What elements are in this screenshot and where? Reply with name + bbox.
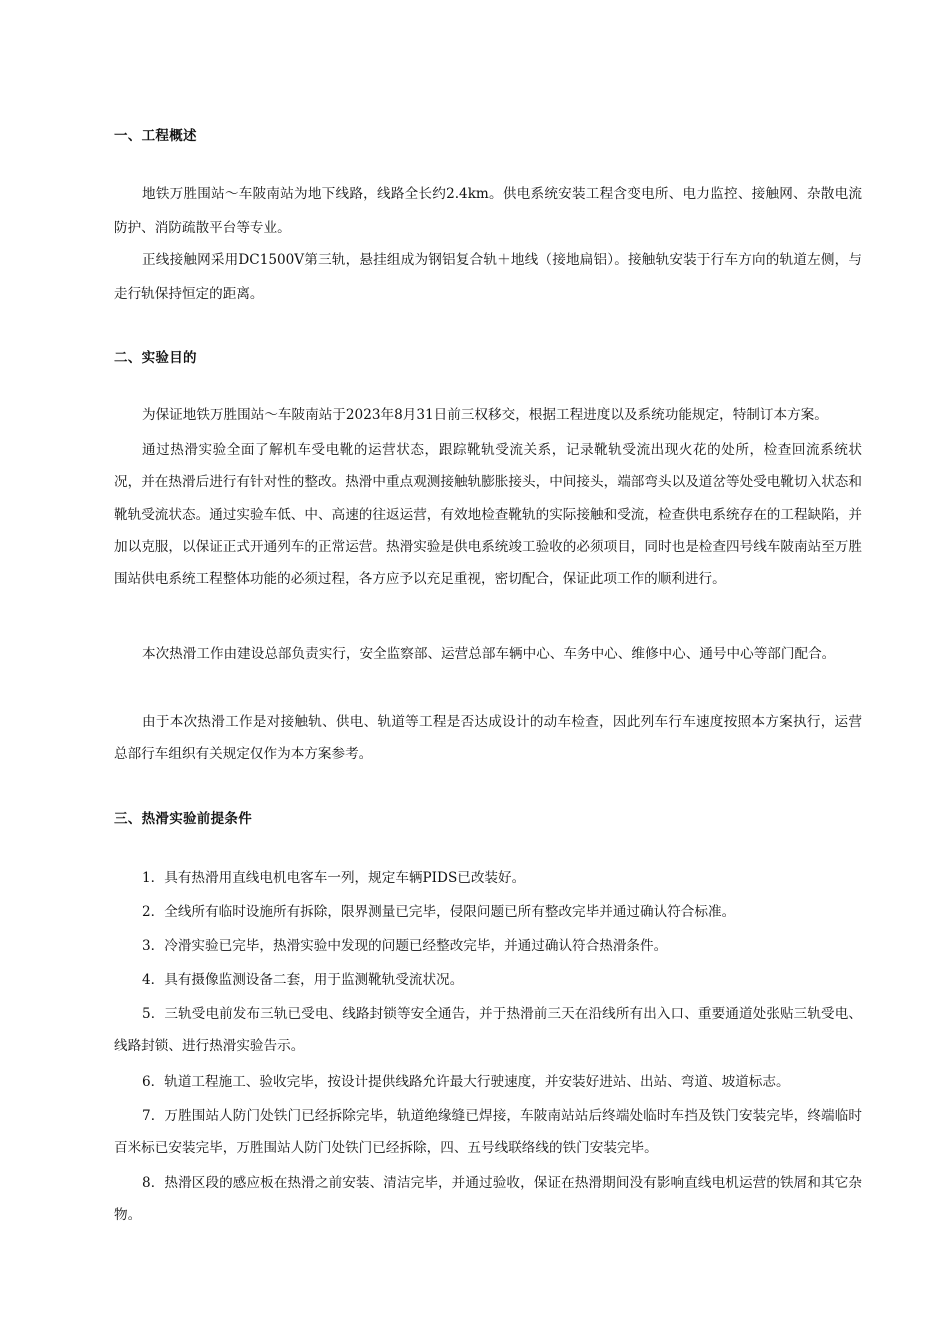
paragraph: 通过热滑实验全面了解机车受电靴的运营状态，跟踪靴轨受流关系，记录靴轨受流出现火花的处所，检查回流系统状况，并在热滑后进行有针对性的整改。热滑中重点观测接触轨膨胀接头，中间接头，端部弯头以及道岔等处受电靴切入状态和靴轨受流状态。通过实验车低、中、高速的往返运营，有效地检查靴轨的实际接触和受流，检查供电系统存在的工程缺陷，并加以克服，以保证正式开通列车的正常运营。热滑实验是供电系统竣工验收的必须项目，同时也是检查四号线车陂南站至万胜围站供电系统工程整体功能的必须过程，各方应予以充足重视，密切配合，保证此项工作的顺利进行。 [114, 442, 862, 588]
section-heading-overview: 一、工程概述 [114, 128, 197, 144]
list-item: 6．轨道工程施工、验收完毕，按设计提供线路允许最大行驶速度，并安装好进站、出站、弯道、坡道标志。 [142, 1074, 790, 1090]
paragraph: 本次热滑工作由建设总部负责实行，安全监察部、运营总部车辆中心、车务中心、维修中心、通号中心等部门配合。 [142, 646, 836, 662]
list-item: 3．冷滑实验已完毕，热滑实验中发现的问题已经整改完毕，并通过确认符合热滑条件。 [142, 938, 668, 954]
list-item: 7．万胜围站人防门处铁门已经拆除完毕，轨道绝缘缝已焊接，车陂南站站后终端处临时车挡及铁门安装完毕，终端临时百米标已安装完毕，万胜围站人防门处铁门已经拆除，四、五号线联络线的铁门安装完毕。 [114, 1108, 862, 1157]
list-item: 8．热滑区段的感应板在热滑之前安装、清洁完毕，并通过验收，保证在热滑期间没有影响直线电机运营的铁屑和其它杂物。 [114, 1175, 862, 1224]
section-heading-preconditions: 三、热滑实验前提条件 [114, 811, 252, 827]
paragraph: 由于本次热滑工作是对接触轨、供电、轨道等工程是否达成设计的动车检查，因此列车行车速度按照本方案执行，运营总部行车组织有关规定仅作为本方案参考。 [114, 714, 862, 763]
list-item: 5．三轨受电前发布三轨已受电、线路封锁等安全通告，并于热滑前三天在沿线所有出入口、重要通道处张贴三轨受电、线路封锁、进行热滑实验告示。 [114, 1006, 862, 1055]
list-item: 1．具有热滑用直线电机电客车一列，规定车辆PIDS已改装好。 [142, 870, 526, 886]
paragraph: 为保证地铁万胜围站～车陂南站于2023年8月31日前三权移交，根据工程进度以及系统功能规定，特制订本方案。 [142, 407, 828, 423]
section-heading-purpose: 二、实验目的 [114, 350, 197, 366]
list-item: 4．具有摄像监测设备二套，用于监测靴轨受流状况。 [142, 972, 464, 988]
paragraph: 正线接触网采用DC1500V第三轨，悬挂组成为钢铝复合轨＋地线（接地扁铝）。接触轨安装于行车方向的轨道左侧，与走行轨保持恒定的距离。 [114, 252, 862, 302]
list-item: 2．全线所有临时设施所有拆除，限界测量已完毕，侵限问题已所有整改完毕并通过确认符合标准。 [142, 904, 736, 920]
paragraph: 地铁万胜围站～车陂南站为地下线路，线路全长约2.4km。供电系统安装工程含变电所、电力监控、接触网、杂散电流防护、消防疏散平台等专业。 [114, 186, 862, 236]
